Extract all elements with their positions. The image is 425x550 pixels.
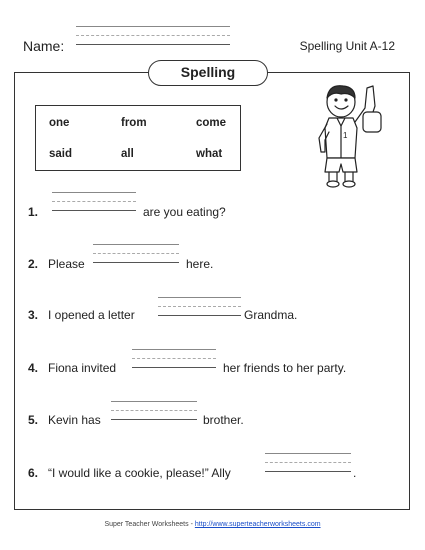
answer-writing-line[interactable]: [52, 192, 136, 211]
question-text-before: Fiona invited: [48, 361, 117, 375]
answer-writing-line[interactable]: [265, 453, 351, 472]
word-bank-item: said: [49, 148, 73, 160]
footer-url-link[interactable]: http://www.superteacherworksheets.com: [194, 521, 321, 528]
answer-writing-line[interactable]: [111, 401, 197, 420]
footer: [0, 521, 425, 528]
answer-writing-line[interactable]: [93, 244, 179, 263]
question-text-before: “I would like a cookie, please!” Ally: [48, 466, 231, 480]
question-text-after: here.: [186, 257, 214, 271]
svg-text:1: 1: [343, 131, 348, 140]
question-text-after: brother.: [203, 413, 244, 427]
word-bank-item: come: [196, 117, 227, 129]
word-bank-item: from: [121, 117, 147, 129]
word-bank-item: what: [196, 148, 223, 160]
word-bank: [35, 105, 241, 171]
word-bank-item: one: [49, 117, 70, 129]
unit-label: Spelling Unit A-12: [299, 39, 395, 53]
worksheet-title: Spelling: [148, 60, 268, 86]
footer-separator: -: [190, 521, 193, 528]
question-number: 6.: [28, 466, 39, 480]
question-text-before: I opened a letter: [48, 308, 135, 322]
question-text-after: .: [353, 466, 357, 480]
question-text-after: her friends to her party.: [223, 361, 347, 375]
footer-site-name: Super Teacher Worksheets: [104, 521, 189, 528]
boy-pointing-illustration: [303, 78, 399, 190]
question-number: 2.: [28, 257, 39, 271]
question-text-before: Kevin has: [48, 413, 101, 427]
name-label: Name:: [23, 38, 65, 54]
question-text-after: Grandma.: [244, 308, 298, 322]
answer-writing-line[interactable]: [132, 349, 216, 368]
answer-writing-line[interactable]: [158, 297, 241, 316]
question-number: 4.: [28, 361, 39, 375]
question-number: 1.: [28, 205, 39, 219]
question-number: 3.: [28, 308, 39, 322]
question-text-after: are you eating?: [143, 205, 226, 219]
question-text-before: Please: [48, 257, 85, 271]
question-number: 5.: [28, 413, 39, 427]
word-bank-item: all: [121, 148, 134, 160]
name-writing-line[interactable]: [76, 26, 230, 45]
